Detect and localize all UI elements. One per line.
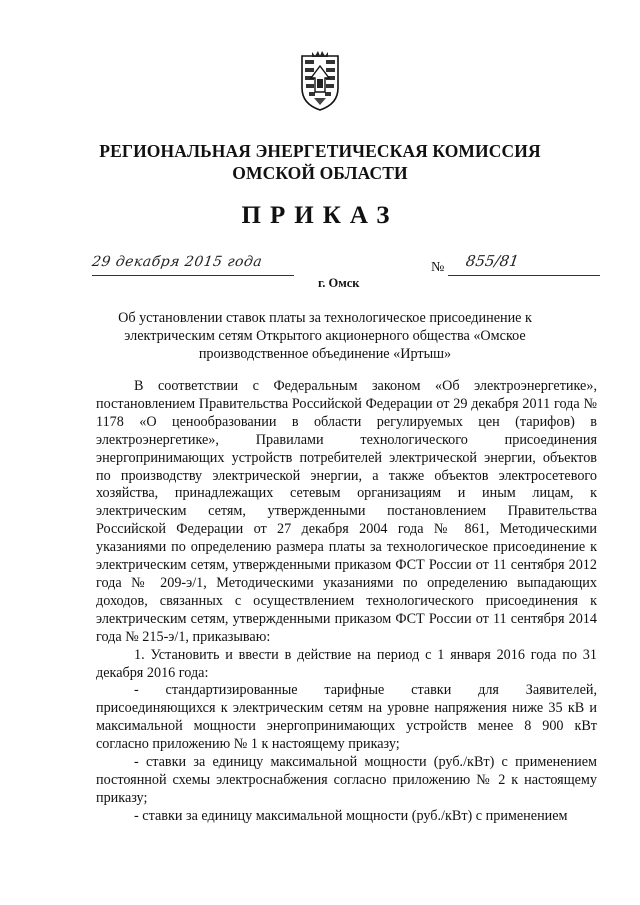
subitem-rates-continued: - ставки за единицу максимальной мощности (руб./кВт) с применением xyxy=(134,807,568,824)
order-title: ПРИКАЗ xyxy=(241,202,399,229)
org-name-line2: ОМСКОЙ ОБЛАСТИ xyxy=(232,163,408,183)
coat-of-arms-icon xyxy=(300,50,340,112)
number-sign: № xyxy=(431,260,445,275)
date-underline xyxy=(92,275,294,276)
handwritten-order-number: 855/81 xyxy=(464,252,521,270)
city-label: г. Омск xyxy=(318,276,360,290)
preamble-paragraph: В соответствии с Федеральным законом «Об электроэнергетике», постановлением Правительства Российской Федерации от 29 декабря 2011 года № 1178 «О ценообразовании в области регулируемых цен (тарифов) в электроэнергетике», Правилами технологического присоединения энергопринимающих устройств потребителей электрической энергии, объектов по производству электрической энергии, а также объектов электросетевого хозяйства, принадлежащих сетевым организациям и иным лицам, к электрическим сетям, утвержденными постановлением Правительства Российской Федерации от 27 декабря 2004 года № 861, Методическими указаниями по определению размера платы за технологическое присоединение к электрическим сетям, утвержденными приказом ФСТ России от 11 сентября 2012 года № 209-э/1, Методическими указаниями по определению выпадающих доходов, связанных с осуществлением технологического присоединения к электрическим сетям, утвержденными приказом ФСТ России от 11 сентября 2014 года № 215-э/1, приказываю: xyxy=(96,378,597,645)
org-name-line1: РЕГИОНАЛЬНАЯ ЭНЕРГЕТИЧЕСКАЯ КОМИССИЯ xyxy=(99,141,541,161)
item-1-paragraph: 1. Установить и ввести в действие на период с 1 января 2016 года по 31 декабря 2016 года: xyxy=(96,646,597,681)
number-underline xyxy=(448,275,600,276)
order-body xyxy=(96,378,597,826)
handwritten-date: 29 декабря 2015 года xyxy=(90,254,264,270)
subitem-standard-rates: - стандартизированные тарифные ставки для Заявителей, присоединяющихся к электрическим сетям на уровне напряжения ниже 35 кВ и максимальной мощности энергопринимающих устройств менее 8 900 кВт согласно приложению № 1 к настоящему приказу; xyxy=(96,682,597,753)
subitem-permanent-scheme-rates: - ставки за единицу максимальной мощности (руб./кВт) с применением постоянной схемы электроснабжения согласно приложению № 2 к настоящему приказу; xyxy=(96,754,597,806)
order-subject: Об установлении ставок платы за технологическое присоединение к электрическим сетям Открытого акционерного общества «Омское производственное объединение «Иртыш» xyxy=(118,310,532,362)
